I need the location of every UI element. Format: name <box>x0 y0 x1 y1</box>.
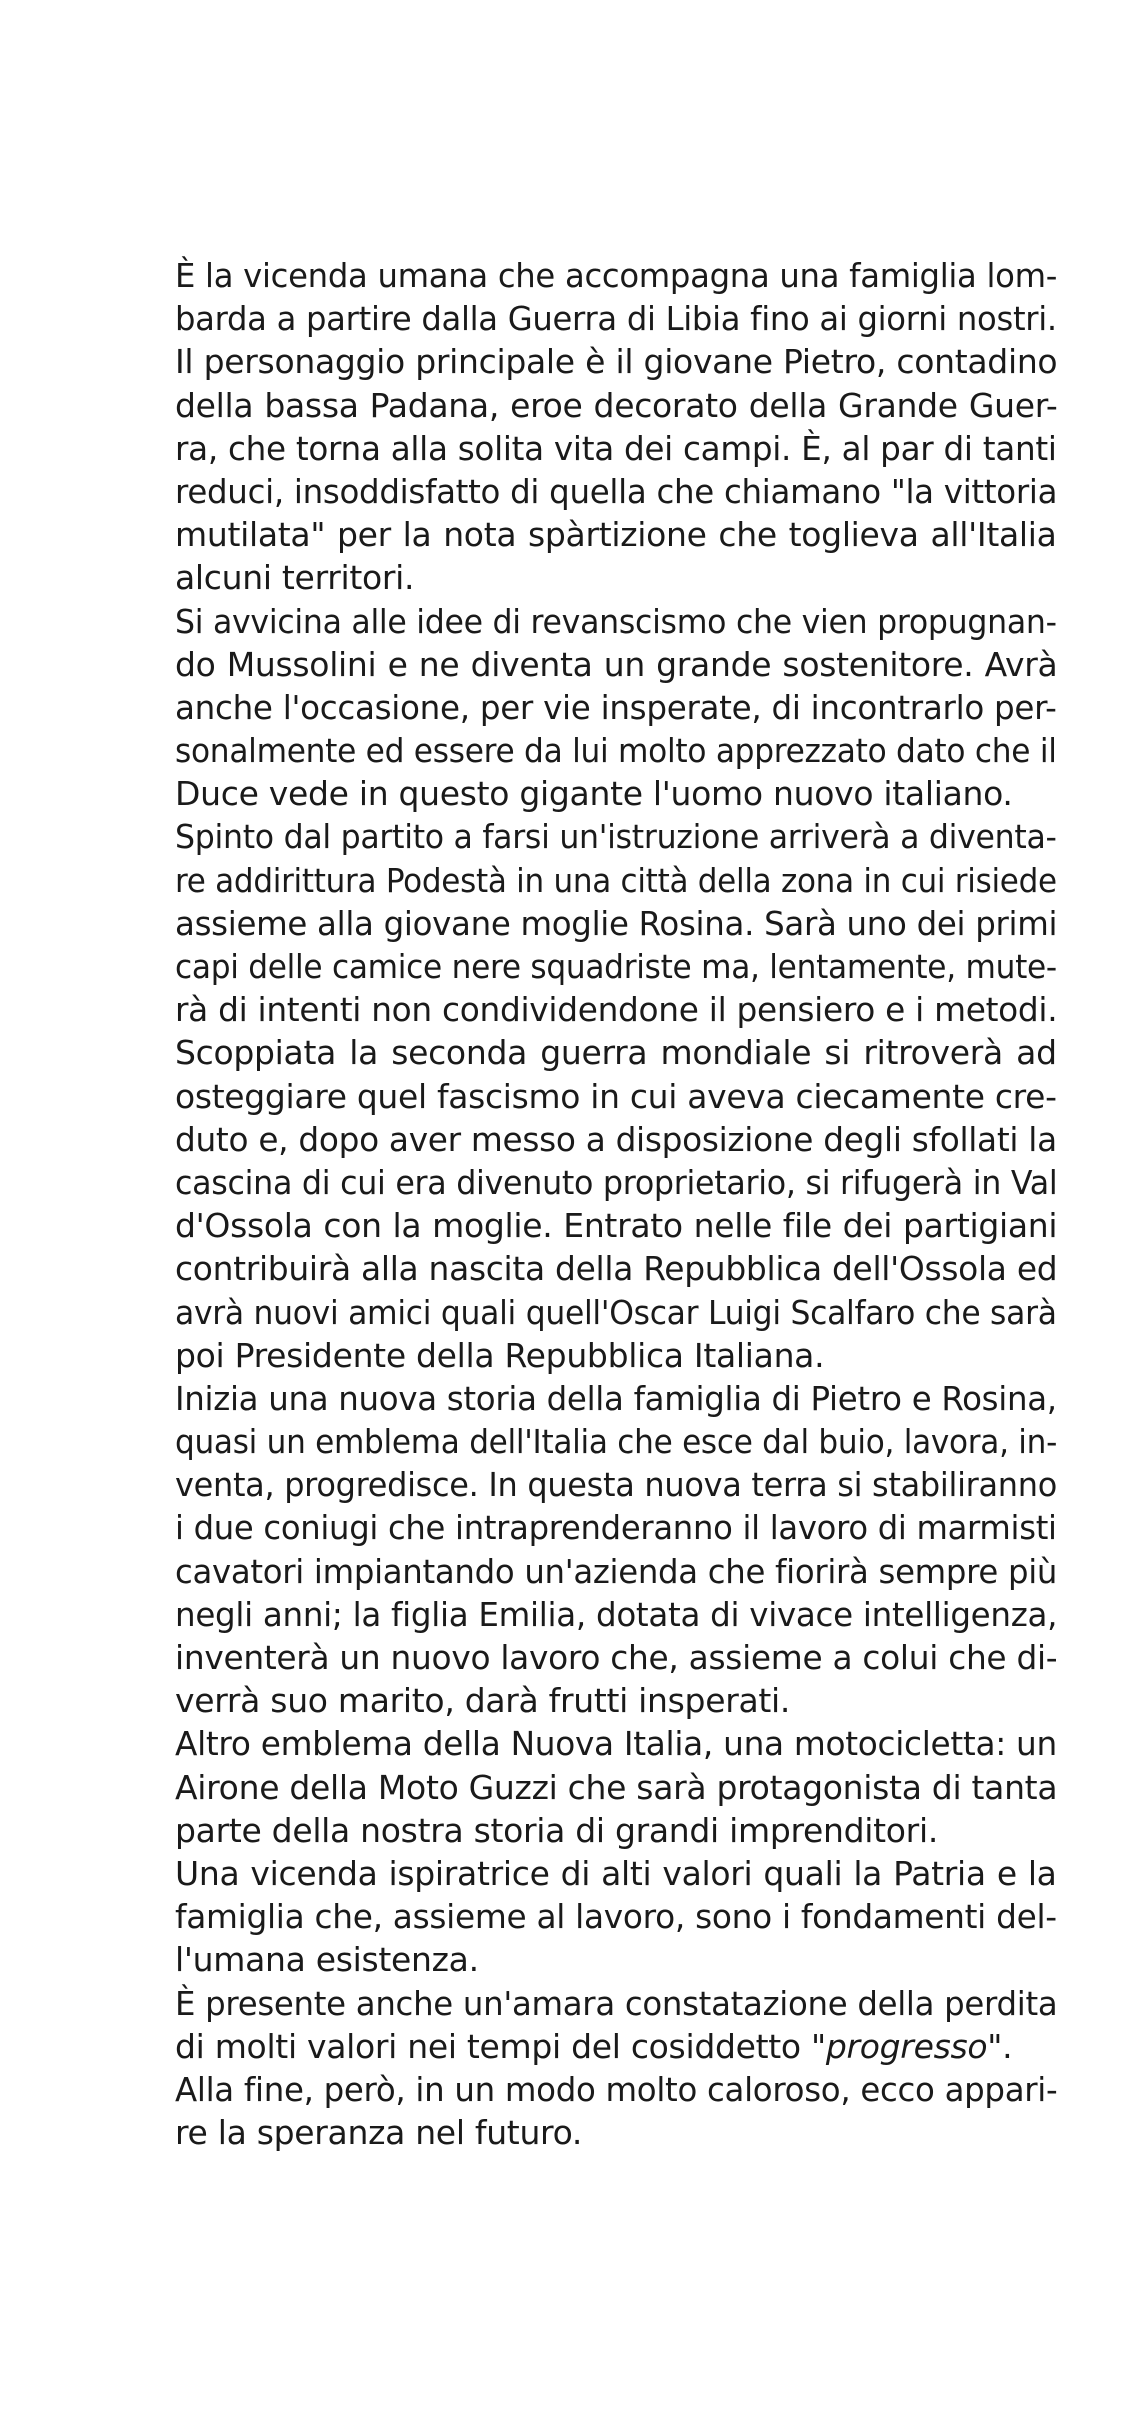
paragraph <box>175 815 1057 1031</box>
line-text: avrà nuovi amici quali quell'Oscar Luigi Scalfaro che sarà <box>175 1292 1057 1332</box>
text-line <box>175 513 1057 556</box>
line-text: negli anni; la figlia Emilia, dotata di vivace intelligenza, <box>175 1594 1058 1634</box>
paragraph <box>175 254 1057 600</box>
line-text: l'umana esistenza. <box>175 1940 479 1980</box>
line-text: Altro emblema della Nuova Italia, una motocicletta: un <box>175 1724 1057 1764</box>
text-line <box>175 1420 1057 1463</box>
text-line <box>175 902 1057 945</box>
line-text: assieme alla giovane moglie Rosina. Sarà uno dei primi <box>175 903 1058 943</box>
paragraph <box>175 1377 1057 1723</box>
paragraph <box>175 2068 1057 2154</box>
text-line <box>175 2025 1057 2068</box>
text-line <box>175 1593 1057 1636</box>
text-line <box>175 1204 1057 1247</box>
text-line <box>175 1895 1057 1938</box>
text-line <box>175 1809 1057 1852</box>
line-text: Inizia una nuova storia della famiglia di Pietro e Rosina, <box>175 1378 1057 1418</box>
line-text: di molti valori nei tempi del cosiddetto " <box>175 2026 826 2066</box>
text-line <box>175 600 1057 643</box>
line-text: alcuni territori. <box>175 558 415 598</box>
line-text: barda a partire dalla Guerra di Libia fino ai giorni nostri. <box>175 299 1057 339</box>
text-line <box>175 945 1057 988</box>
line-text: famiglia che, assieme al lavoro, sono i fondamenti del- <box>175 1897 1057 1937</box>
line-text: cavatori impiantando un'azienda che fiorirà sempre più <box>175 1551 1058 1591</box>
line-text: sonalmente ed essere da lui molto apprezzato dato che il <box>175 731 1057 771</box>
text-line <box>175 772 1057 815</box>
line-text: poi Presidente della Repubblica Italiana. <box>175 1335 825 1375</box>
text-line <box>175 384 1057 427</box>
text-line <box>175 1722 1057 1765</box>
line-text: Il personaggio principale è il giovane Pietro, contadino <box>175 342 1058 382</box>
line-text: ra, che torna alla solita vita dei campi. È, al par di tanti <box>175 428 1057 468</box>
line-text: do Mussolini e ne diventa un grande sostenitore. Avrà <box>175 644 1058 684</box>
synopsis-text <box>175 254 1057 2154</box>
line-text: duto e, dopo aver messo a disposizione degli sfollati la <box>175 1119 1057 1159</box>
text-line <box>175 1679 1057 1722</box>
text-line <box>175 427 1057 470</box>
paragraph <box>175 1722 1057 1852</box>
text-line <box>175 2111 1057 2154</box>
italic-word: progresso <box>825 2026 988 2066</box>
text-line <box>175 470 1057 513</box>
line-text: mutilata" per la nota spàrtizione che toglieva all'Italia <box>175 515 1057 555</box>
text-line <box>175 1550 1057 1593</box>
text-line <box>175 1938 1057 1981</box>
line-text: d'Ossola con la moglie. Entrato nelle file dei partigiani <box>175 1206 1058 1246</box>
text-line <box>175 1031 1057 1074</box>
line-text: Una vicenda ispiratrice di alti valori quali la Patria e la <box>175 1853 1057 1893</box>
line-text: Si avvicina alle idee di revanscismo che vien propugnan- <box>175 601 1057 641</box>
line-text: inventerà un nuovo lavoro che, assieme a colui che di- <box>175 1638 1058 1677</box>
paragraph <box>175 600 1057 816</box>
line-text: Duce vede in questo gigante l'uomo nuovo italiano. <box>175 774 1013 814</box>
text-line <box>175 1161 1057 1204</box>
line-text: Airone della Moto Guzzi che sarà protagonista di tanta <box>175 1767 1058 1807</box>
line-text-after: ". <box>987 2026 1013 2066</box>
line-text: anche l'occasione, per vie insperate, di incontrarlo per- <box>175 687 1057 727</box>
line-text: osteggiare quel fascismo in cui aveva ciecamente cre- <box>175 1076 1057 1116</box>
text-line <box>175 815 1057 858</box>
text-line <box>175 1247 1057 1290</box>
text-line <box>175 686 1057 729</box>
line-text: quasi un emblema dell'Italia che esce dal buio, lavora, in- <box>175 1422 1058 1462</box>
text-line <box>175 340 1057 383</box>
line-text: re addirittura Podestà in una città della zona in cui risiede <box>175 860 1057 900</box>
line-text: verrà suo marito, darà frutti insperati. <box>175 1681 791 1721</box>
line-text: Spinto dal partito a farsi un'istruzione arriverà a diventa- <box>175 817 1057 857</box>
line-text: È presente anche un'amara constatazione della perdita <box>175 1983 1058 2023</box>
text-line <box>175 1852 1057 1895</box>
text-line <box>175 1377 1057 1420</box>
text-line <box>175 1766 1057 1809</box>
line-text: Scoppiata la seconda guerra mondiale si ritroverà ad <box>175 1033 1057 1073</box>
text-line <box>175 643 1057 686</box>
line-text: i due coniugi che intraprenderanno il lavoro di marmisti <box>175 1508 1057 1548</box>
text-line <box>175 297 1057 340</box>
paragraph <box>175 1031 1057 1377</box>
line-text: contribuirà alla nascita della Repubblica dell'Ossola ed <box>175 1249 1058 1289</box>
line-text: capi delle camice nere squadriste ma, lentamente, mute- <box>175 947 1057 986</box>
text-line <box>175 1334 1057 1377</box>
text-line <box>175 1075 1057 1118</box>
line-text: parte della nostra storia di grandi imprenditori. <box>175 1810 939 1850</box>
text-line <box>175 2068 1057 2111</box>
text-line <box>175 1463 1057 1506</box>
text-line <box>175 729 1057 772</box>
text-line <box>175 1982 1057 2025</box>
paragraph <box>175 1852 1057 1982</box>
line-text: Alla fine, però, in un modo molto caloroso, ecco appari- <box>175 2069 1058 2109</box>
text-line <box>175 1291 1057 1334</box>
text-line <box>175 254 1057 297</box>
line-text: È la vicenda umana che accompagna una famiglia lom- <box>175 256 1058 295</box>
line-text: della bassa Padana, eroe decorato della Grande Guer- <box>175 385 1058 425</box>
text-line <box>175 859 1057 902</box>
line-text: venta, progredisce. In questa nuova terra si stabiliranno <box>175 1465 1057 1505</box>
text-line <box>175 1118 1057 1161</box>
line-text: rà di intenti non condividendone il pensiero e i metodi. <box>175 990 1058 1030</box>
line-text: cascina di cui era divenuto proprietario, si rifugerà in Val <box>175 1162 1058 1202</box>
line-text: re la speranza nel futuro. <box>175 2113 583 2153</box>
text-line <box>175 1506 1057 1549</box>
text-line <box>175 988 1057 1031</box>
text-line <box>175 556 1057 599</box>
line-text: reduci, insoddisfatto di quella che chiamano "la vittoria <box>175 471 1058 511</box>
text-line <box>175 1636 1057 1679</box>
paragraph <box>175 1982 1057 2068</box>
